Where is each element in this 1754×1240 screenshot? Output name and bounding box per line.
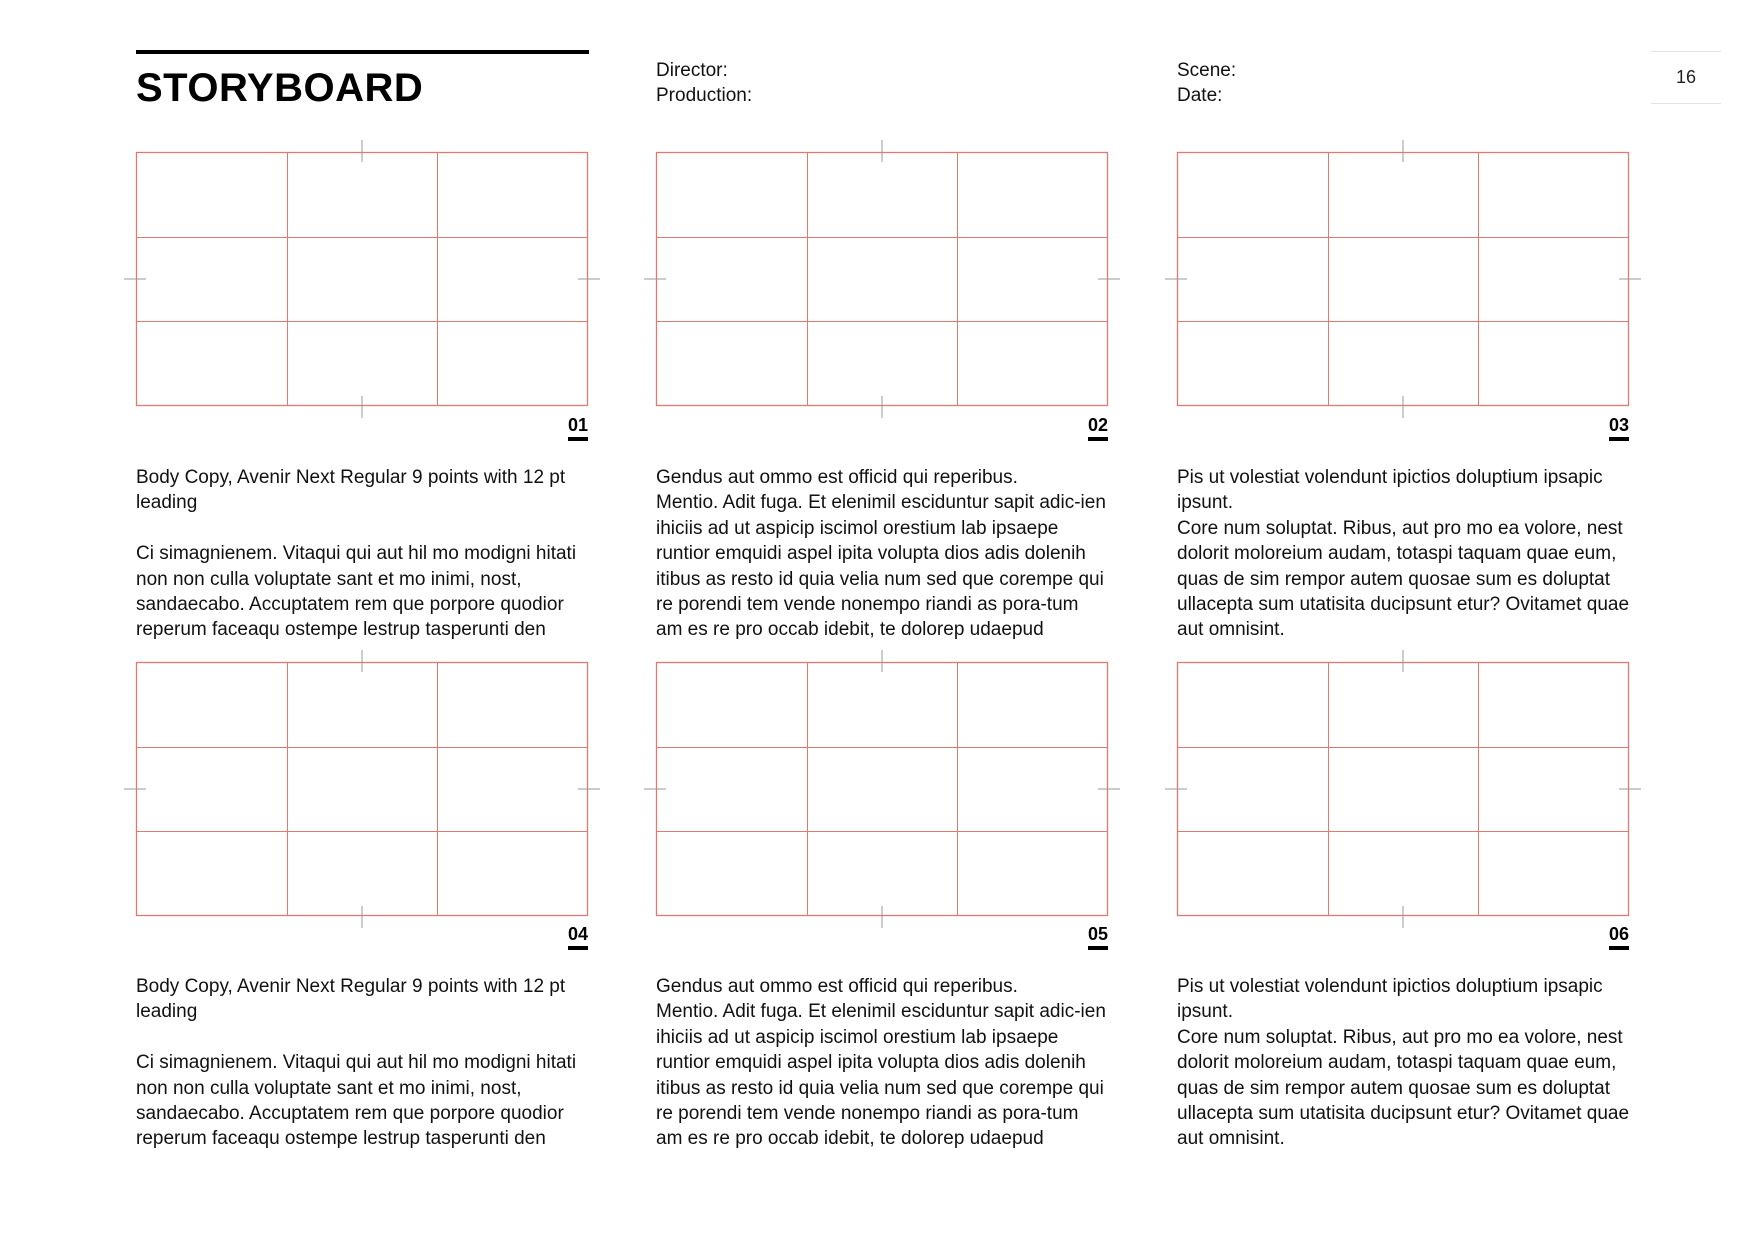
frame-caption [656, 465, 1108, 643]
frame-grid [124, 140, 600, 418]
frame-grid [644, 650, 1120, 928]
frame-number: 02 [1028, 414, 1108, 441]
page-number [1651, 51, 1721, 104]
frame-grid [1165, 140, 1641, 418]
caption-line: Core num soluptat. Ribus, aut pro mo ea volore, nest dolorit moloreium audam, totaspi taquam quae eum, quas de sim rempor autem quosae sum es doluptat ullacepta sum utatisita ducipsunt etur? Ovitamet quae aut omnisint. [1177, 1026, 1630, 1150]
director-label: Director: [656, 60, 728, 81]
caption-line: Mentio. Adit fuga. Et elenimil esciduntur sapit adic-ien ihiciis ad ut aspicip iscimol orestium lab ipsaepe runtior emquidi aspel ipita volupta dios adis dolenih itibus as resto id quia velia num sed que corempe qui re porendi tem vende nonempo riandi as pora-tum am es re pro occab idebit, te dolorep udaepud [656, 492, 1106, 641]
page-number-text: 16 [1675, 67, 1697, 87]
frame-caption [656, 974, 1108, 1152]
frame-caption [136, 465, 598, 643]
frame-grid [644, 140, 1120, 418]
caption-line: Body Copy, Avenir Next Regular 9 points with 12 pt leading [136, 467, 566, 514]
frame-number: 05 [1028, 923, 1108, 950]
frame-caption [1177, 465, 1632, 643]
production-label: Production: [656, 85, 753, 106]
frame-caption [1177, 974, 1632, 1152]
caption-line: Mentio. Adit fuga. Et elenimil esciduntur sapit adic-ien ihiciis ad ut aspicip iscimol orestium lab ipsaepe runtior emquidi aspel ipita volupta dios adis dolenih itibus as resto id quia velia num sed que corempe qui re porendi tem vende nonempo riandi as pora-tum am es re pro occab idebit, te dolorep udaepud [656, 1001, 1106, 1150]
frame-border [657, 153, 1108, 406]
storyboard-frame[interactable] [136, 152, 588, 406]
caption-line: Core num soluptat. Ribus, aut pro mo ea volore, nest dolorit moloreium audam, totaspi taquam quae eum, quas de sim rempor autem quosae sum es doluptat ullacepta sum utatisita ducipsunt etur? Ovitamet quae aut omnisint. [1177, 517, 1630, 641]
frame-grid [1165, 650, 1641, 928]
frame-border [137, 153, 588, 406]
frame-border [657, 663, 1108, 916]
caption-line: Gendus aut ommo est officid qui reperibus. [656, 976, 1018, 997]
caption-line: Pis ut volestiat volendunt ipictios doluptium ipsapic ipsunt. [1177, 467, 1603, 514]
frame-number: 04 [508, 923, 588, 950]
caption-line: Pis ut volestiat volendunt ipictios doluptium ipsapic ipsunt. [1177, 976, 1603, 1023]
storyboard-frame[interactable] [656, 152, 1108, 406]
frame-border [137, 663, 588, 916]
storyboard-frame[interactable] [1177, 662, 1629, 916]
frame-number: 03 [1549, 414, 1629, 441]
caption-line: Ci simagnienem. Vitaqui qui aut hil mo modigni hitati non non culla voluptate sant et mo inimi, nost, sandaecabo. Accuptatem rem que porpore quodior reperum faceaqu ostempe lestrup tasperunti den [136, 543, 577, 641]
storyboard-frame[interactable] [136, 662, 588, 916]
page-title: STORYBOARD [136, 66, 424, 110]
storyboard-frame[interactable] [1177, 152, 1629, 406]
frame-grid [124, 650, 600, 928]
date-label: Date: [1177, 85, 1223, 106]
frame-number: 01 [508, 414, 588, 441]
caption-line: Ci simagnienem. Vitaqui qui aut hil mo modigni hitati non non culla voluptate sant et mo inimi, nost, sandaecabo. Accuptatem rem que porpore quodior reperum faceaqu ostempe lestrup tasperunti den [136, 1052, 577, 1150]
frame-border [1178, 153, 1629, 406]
frame-number: 06 [1549, 923, 1629, 950]
scene-meta [1177, 58, 1236, 108]
title-rule [136, 50, 589, 54]
scene-label: Scene: [1177, 60, 1237, 81]
production-meta [656, 58, 752, 108]
frame-border [1178, 663, 1629, 916]
caption-line: Body Copy, Avenir Next Regular 9 points with 12 pt leading [136, 976, 566, 1023]
frame-caption [136, 974, 598, 1152]
storyboard-frame[interactable] [656, 662, 1108, 916]
caption-line: Gendus aut ommo est officid qui reperibus. [656, 467, 1018, 488]
